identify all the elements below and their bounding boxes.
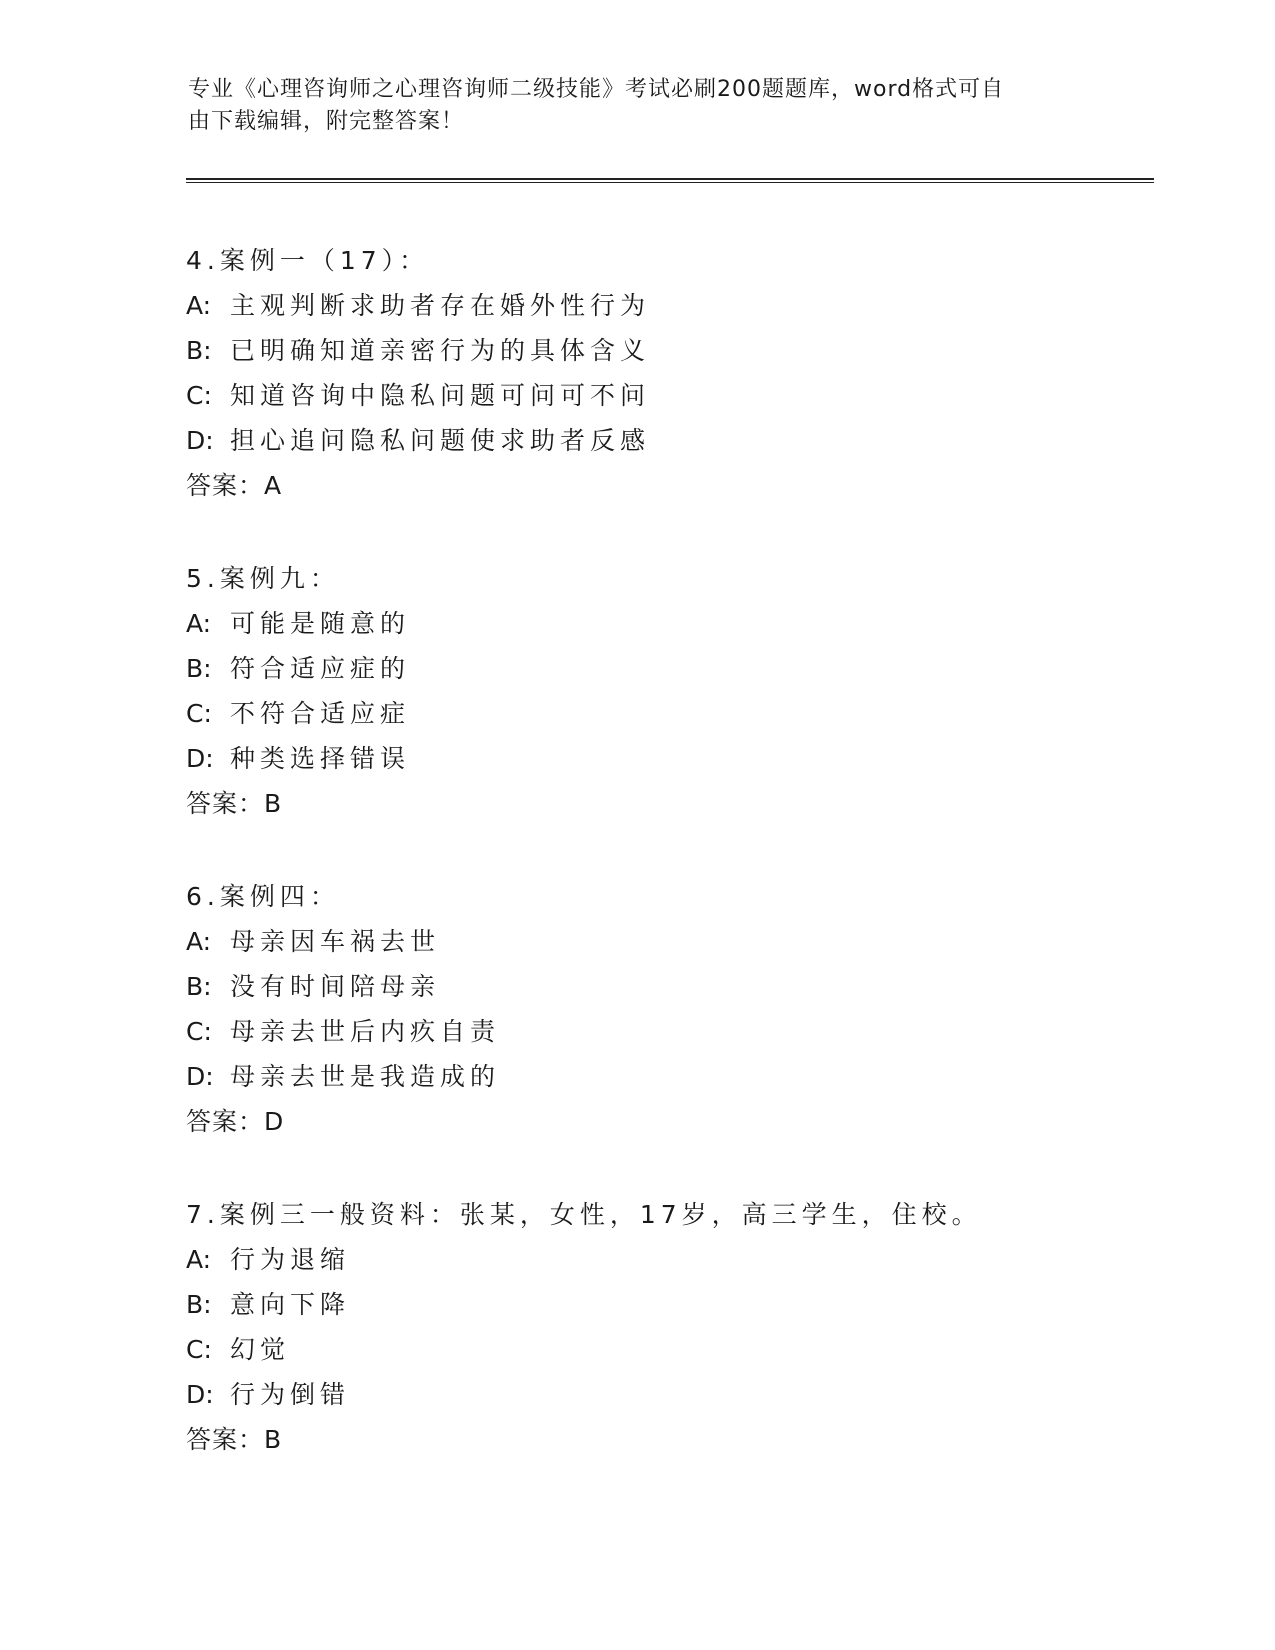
header-line-2: 由下载编辑，附完整答案！ [188, 109, 465, 134]
option-c [186, 691, 1146, 736]
option-b [186, 964, 1146, 1009]
option-text: 母亲因车祸去世 [230, 927, 441, 956]
answer-line: 答案：B [186, 789, 283, 818]
question-5 [186, 556, 1146, 826]
question-7 [186, 1192, 1146, 1462]
option-text: 担心追问隐私问题使求助者反感 [230, 426, 651, 455]
option-letter: B: [186, 1290, 212, 1319]
question-4 [186, 238, 1146, 508]
question-list [186, 238, 1146, 1510]
option-text: 知道咨询中隐私问题可问可不问 [230, 381, 651, 410]
answer-line: 答案：D [186, 1107, 285, 1136]
option-text: 意向下降 [230, 1290, 351, 1319]
option-text: 幻觉 [230, 1335, 291, 1364]
option-text: 符合适应症的 [230, 654, 411, 683]
option-letter: C: [186, 1335, 212, 1364]
option-d [186, 736, 1146, 781]
option-b [186, 328, 1146, 373]
option-letter: D: [186, 1062, 214, 1091]
question-stem: 7.案例三一般资料：张某，女性，17岁，高三学生，住校。 [186, 1200, 982, 1229]
option-a [186, 1237, 1146, 1282]
option-text: 行为倒错 [230, 1380, 351, 1409]
header-line-1: 专业《心理咨询师之心理咨询师二级技能》考试必刷200题题库，word格式可自 [188, 77, 1005, 102]
option-text: 母亲去世是我造成的 [230, 1062, 501, 1091]
answer-line: 答案：B [186, 1425, 283, 1454]
option-letter: D: [186, 426, 214, 455]
option-text: 可能是随意的 [230, 609, 411, 638]
answer-line: 答案：A [186, 471, 283, 500]
question-stem: 5.案例九： [186, 564, 340, 593]
option-letter: A: [186, 927, 212, 956]
option-text: 母亲去世后内疚自责 [230, 1017, 501, 1046]
option-letter: B: [186, 972, 212, 1001]
option-d [186, 418, 1146, 463]
option-letter: A: [186, 609, 212, 638]
option-c [186, 1009, 1146, 1054]
option-text: 已明确知道亲密行为的具体含义 [230, 336, 651, 365]
option-letter: C: [186, 699, 212, 728]
option-letter: B: [186, 654, 212, 683]
question-stem: 6.案例四： [186, 882, 340, 911]
option-text: 主观判断求助者存在婚外性行为 [230, 291, 651, 320]
option-c [186, 373, 1146, 418]
option-text: 种类选择错误 [230, 744, 411, 773]
option-c [186, 1327, 1146, 1372]
option-text: 行为退缩 [230, 1245, 351, 1274]
option-a [186, 601, 1146, 646]
option-letter: C: [186, 381, 212, 410]
option-letter: D: [186, 1380, 214, 1409]
option-b [186, 1282, 1146, 1327]
option-letter: B: [186, 336, 212, 365]
option-letter: D: [186, 744, 214, 773]
option-b [186, 646, 1146, 691]
option-d [186, 1054, 1146, 1099]
question-6 [186, 874, 1146, 1144]
document-header [188, 74, 1068, 138]
option-letter: A: [186, 1245, 212, 1274]
option-a [186, 283, 1146, 328]
option-a [186, 919, 1146, 964]
header-divider [186, 178, 1154, 183]
option-text: 没有时间陪母亲 [230, 972, 441, 1001]
option-letter: A: [186, 291, 212, 320]
option-letter: C: [186, 1017, 212, 1046]
option-d [186, 1372, 1146, 1417]
question-stem: 4.案例一（17）： [186, 246, 430, 275]
option-text: 不符合适应症 [230, 699, 411, 728]
